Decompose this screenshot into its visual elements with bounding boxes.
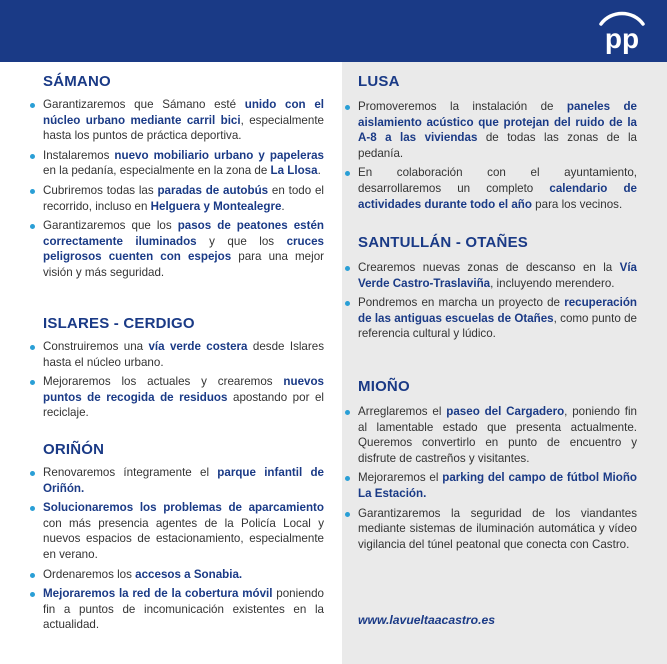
text: desde Islares hasta el núcleo urbano. bbox=[43, 340, 324, 369]
section-title-samano: SÁMANO bbox=[43, 73, 111, 90]
list-item bbox=[43, 586, 324, 633]
list-item bbox=[358, 404, 637, 466]
list-lusa bbox=[358, 99, 637, 216]
text: Arreglaremos el bbox=[358, 405, 447, 418]
bold-text: nuevos puntos de recogida de residuos bbox=[43, 375, 324, 404]
text: , como punto de referencia cultural y lúdico. bbox=[358, 311, 637, 341]
bold-text: accesos a Sonabia. bbox=[135, 567, 243, 581]
bold-text: parque infantil de Oriñón. bbox=[43, 466, 324, 495]
bold-text: cruces peligrosos cuenten con espejos bbox=[43, 234, 324, 264]
list-item bbox=[43, 339, 324, 370]
bold-text: vía verde costera bbox=[148, 340, 248, 353]
text: Promoveremos la instalación de bbox=[358, 100, 567, 113]
website-link[interactable]: www.lavueltaacastro.es bbox=[358, 613, 496, 627]
section-title-orinon: ORIÑÓN bbox=[43, 441, 105, 458]
text: Garantizaremos que Sámano esté bbox=[43, 98, 245, 111]
bold-text: parking del campo de fútbol Mioño La Estación. bbox=[358, 471, 637, 500]
logo-text: pp bbox=[604, 23, 640, 54]
text: apostando por el reciclaje. bbox=[43, 390, 324, 420]
text: Mejoraremos los actuales y crearemos bbox=[43, 375, 284, 389]
list-samano bbox=[43, 97, 324, 285]
text: Renovaremos íntegramente el bbox=[43, 466, 218, 479]
text: con más presencia agentes de la Policía Local y nuevos espacios de estacionamiento, especialmente en verano. bbox=[43, 516, 324, 561]
bold-text: calendario de actividades durante todo el año bbox=[358, 181, 637, 211]
text: poniendo fin a puntos de incomunicación existentes en la actualidad. bbox=[43, 587, 324, 632]
list-item bbox=[43, 148, 324, 179]
text: para una mejor visión y más seguridad. bbox=[43, 250, 325, 279]
list-item bbox=[358, 260, 637, 291]
text: En colaboración con el ayuntamiento, desarrollaremos un completo bbox=[358, 166, 637, 195]
list-item bbox=[358, 99, 637, 161]
text: . bbox=[281, 199, 285, 213]
bold-text: paneles de aislamiento acústico que protejan del ruido de la A-8 a las viviendas bbox=[358, 100, 637, 145]
text: . bbox=[317, 164, 321, 178]
bold-text: Vía Verde Castro-Traslaviña bbox=[358, 261, 637, 290]
text: de todas las zonas de la pedanía. bbox=[358, 131, 637, 160]
list-santullan bbox=[358, 260, 637, 346]
section-title-lusa: LUSA bbox=[358, 73, 400, 90]
section-title-islares: ISLARES - CERDIGO bbox=[43, 315, 195, 332]
text: Pondremos en marcha un proyecto de bbox=[358, 296, 565, 310]
text: Garantizaremos la seguridad de los viandantes mediante sistemas de iluminación automática y vídeo vigilancia del túnel peatonal que conecta con Castro. bbox=[358, 506, 637, 551]
bold-text: paradas de autobús bbox=[157, 183, 269, 197]
text: Construiremos una bbox=[43, 340, 149, 353]
bold-text: unido con el núcleo urbano mediante carril bici bbox=[43, 98, 324, 127]
text: Garantizaremos que los bbox=[43, 219, 178, 233]
list-item bbox=[43, 183, 324, 214]
text: Ordenaremos los bbox=[43, 567, 136, 581]
list-item bbox=[43, 97, 324, 144]
bold-text: recuperación de las antiguas escuelas de Otañes bbox=[358, 296, 637, 325]
bold-text: paseo del Cargadero bbox=[446, 405, 565, 418]
section-title-miono: MIOÑO bbox=[358, 378, 410, 395]
text: para los vecinos. bbox=[531, 197, 623, 211]
text: en la pedanía, especialmente en la zona de bbox=[43, 164, 271, 178]
text: Crearemos nuevas zonas de descanso en la bbox=[358, 261, 620, 274]
bold-text: Solucionaremos los problemas de aparcamiento bbox=[43, 501, 324, 515]
list-item bbox=[43, 500, 324, 562]
text: , poniendo fin al lamentable estado que presenta actualmente. Queremos convertirlo en punto de encuentro y disfrute de castreños y visitantes. bbox=[358, 405, 637, 465]
text: Cubriremos todas las bbox=[43, 183, 158, 197]
list-miono bbox=[358, 404, 637, 556]
list-item bbox=[358, 295, 637, 342]
bold-text: Helguera y Montealegre bbox=[150, 199, 282, 213]
list-item bbox=[358, 470, 637, 501]
section-title-santullan: SANTULLÁN - OTAÑES bbox=[358, 234, 528, 251]
pp-logo-icon bbox=[589, 8, 655, 56]
header-bar bbox=[0, 0, 667, 62]
text: Instalaremos bbox=[43, 148, 115, 162]
list-item bbox=[43, 374, 324, 421]
list-item bbox=[43, 567, 324, 583]
list-orinon bbox=[43, 465, 324, 637]
list-item bbox=[43, 465, 324, 496]
bold-text: La Llosa bbox=[270, 164, 318, 178]
list-item bbox=[358, 165, 637, 212]
text: , incluyendo merendero. bbox=[490, 276, 615, 290]
list-islares bbox=[43, 339, 324, 425]
text: Mejoraremos el bbox=[358, 471, 443, 485]
text: en todo el recorrido, incluso en bbox=[43, 183, 324, 213]
bold-text: nuevo mobiliario urbano y papeleras bbox=[114, 148, 325, 162]
text: y que los bbox=[196, 234, 287, 248]
text: , especialmente hasta los puntos de práctica deportiva. bbox=[43, 113, 324, 143]
bold-text: Mejoraremos la red de la cobertura móvil bbox=[43, 587, 273, 601]
bold-text: pasos de peatones estén correctamente iluminados bbox=[43, 219, 324, 248]
list-item bbox=[358, 506, 637, 553]
list-item bbox=[43, 218, 324, 280]
